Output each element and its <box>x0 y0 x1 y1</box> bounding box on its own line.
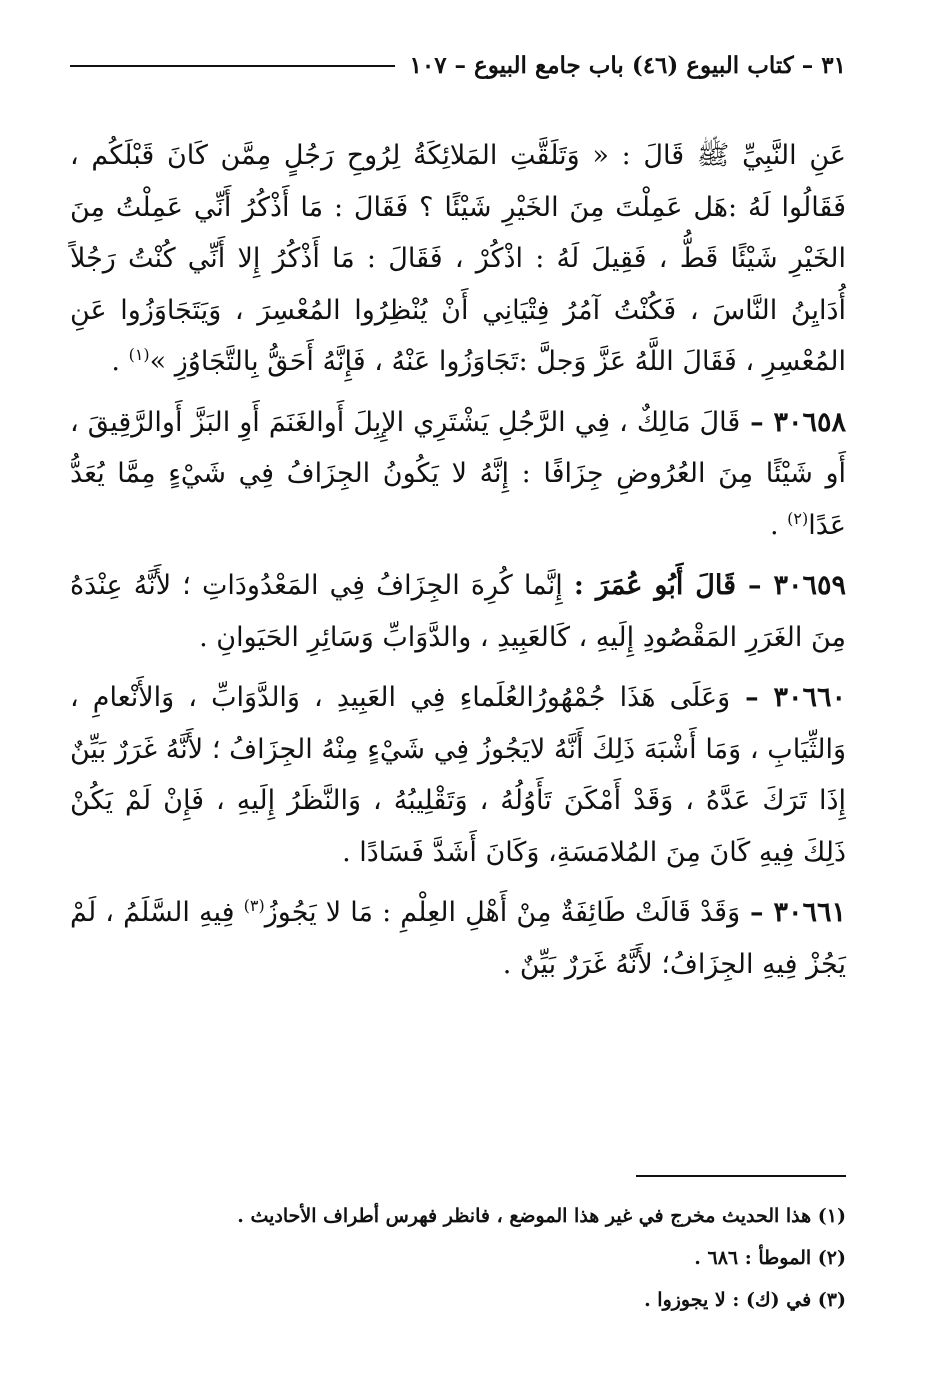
footnote-ref: (٢) <box>787 508 809 528</box>
running-header <box>70 52 846 79</box>
header-rule <box>70 65 395 67</box>
footnote-ref: (١) <box>128 345 150 364</box>
paragraph-text: إِنَّما كُرِهَ الجِزَافُ فِي المَعْدُودَاتِ ؛ لأَنَّهُ عِنْدَهُ مِنَ الغَرَرِ المَقْصُودِ إِلَيهِ ، كَالعَبِيدِ ، والدَّوَابِّ وَسَائِرِ الحَيَوانِ . <box>70 570 846 653</box>
paragraph-text: وَعَلَى هَذَا جُمْهُورُالعُلَماءِ فِي العَبِيدِ ، وَالدَّوَابِّ ، وَالأَنْعامِ ، وَالثِّيَابِ ، وَمَا أَشْبَهَ ذَلِكَ أَنَّهُ لايَجُوزُ فِي شَيْءٍ مِنْهُ الجِزَافُ ؛ لأَنَّهُ غَرَرٌ بَيِّنٌ إِذَا تَرَكَ عَدَّهُ ، وَقَدْ أَمْكَنَ تَأَوُلُهُ ، وَتَقْلِيبُهُ ، وَالنَّظَرُ إِلَيهِ ، فَإِنْ لَمْ يَكُنْ ذَلِكَ فِيهِ كَانَ مِنَ المُلامَسَةِ، وَكَانَ أَشَدَّ فَسَادًا . <box>70 682 846 868</box>
main-text <box>70 130 846 999</box>
paragraph-number: ٣٠٦٦٠ – <box>730 682 846 713</box>
paragraph-number: ٣٠٦٥٩ – <box>736 570 846 601</box>
paragraph-text: قَالَ مَالِكٌ ، فِي الرَّجُلِ يَشْتَرِي الإِبِلَ أَوالغَنَمَ أَوِ البَزَّ أَوالرَّقِيقَ ، أَو شَيْئًا مِنَ العُرُوضِ جِزَافًا : إِنَّهُ لا يَكُونُ الجِزَافُ فِي شَيْءٍ مِمَّا يُعَدُّ عَدًا <box>70 406 846 541</box>
paragraph-tail: فِيهِ السَّلَمُ ، لَمْ يَجُزْ فِيهِ الجِزَافُ؛ لأَنَّهُ غَرَرٌ بَيِّنٌ . <box>70 897 846 980</box>
paragraph-tail: . <box>769 509 788 541</box>
paragraph-number: ٣٠٦٥٨ – <box>740 406 846 438</box>
paragraph-30658 <box>70 397 846 552</box>
header-title: ٣١ – كتاب البيوع (٤٦) باب جامع البيوع – ١٠٧ <box>409 52 846 79</box>
footnote-separator <box>636 1175 846 1177</box>
paragraph-30661 <box>70 887 846 990</box>
paragraph-text: وَقَدْ قَالَتْ طَائِفَةٌ مِنْ أَهْلِ العِلْمِ : مَا لا يَجُوزُ <box>264 897 741 928</box>
paragraph-number: ٣٠٦٦١ – <box>740 897 847 928</box>
footnote-ref: (٣) <box>243 896 265 915</box>
paragraph-hadith <box>70 130 846 388</box>
footnotes <box>70 1195 846 1321</box>
footnote-1: (١) هذا الحديث مخرج في غير هذا الموضع ، فانظر فهرس أطراف الأحاديث . <box>237 1205 846 1227</box>
footnote-2: (٢) الموطأ : ٦٨٦ . <box>694 1247 846 1269</box>
paragraph-30659 <box>70 560 846 663</box>
paragraph-30660 <box>70 672 846 878</box>
paragraph-lead: قَالَ أَبُو عُمَرَ : <box>573 570 737 601</box>
paragraph-tail: . <box>111 346 129 377</box>
paragraph-text: عَنِ النَّبِيِّ ﷺ قَالَ : « وَتَلَقَّتِ المَلائِكَةُ لِرُوحِ رَجُلٍ مِمَّن كَانَ قَبْلَكُم ، فَقَالُوا لَهُ :هَل عَمِلْتَ مِنَ الخَيْرِ شَيْئًا ؟ فَقَالَ : مَا أَذْكُرُ أَنِّي عَمِلْتُ مِنَ الخَيْرِ شَيْئًا قَطُّ ، فَقِيلَ لَهُ : اذْكُرْ ، فَقَالَ : مَا أَذْكُرُ إِلا أَنِّي كُنْتُ رَجُلاً أُدَايِنُ النَّاسَ ، فَكُنْتُ آمُرُ فِتْيَانِي أَنْ يُنْظِرُوا المُعْسِرَ ، وَيَتَجَاوَزُوا عَنِ المُعْسِرِ ، فَقَالَ اللَّهُ عَزَّ وَجلَّ :تَجَاوَزُوا عَنْهُ ، فَإِنَّهُ أَحَقُّ بِالتَّجَاوُزِ » <box>70 140 846 377</box>
footnote-3: (٣) في (ك) : لا يجوزوا . <box>644 1289 846 1311</box>
